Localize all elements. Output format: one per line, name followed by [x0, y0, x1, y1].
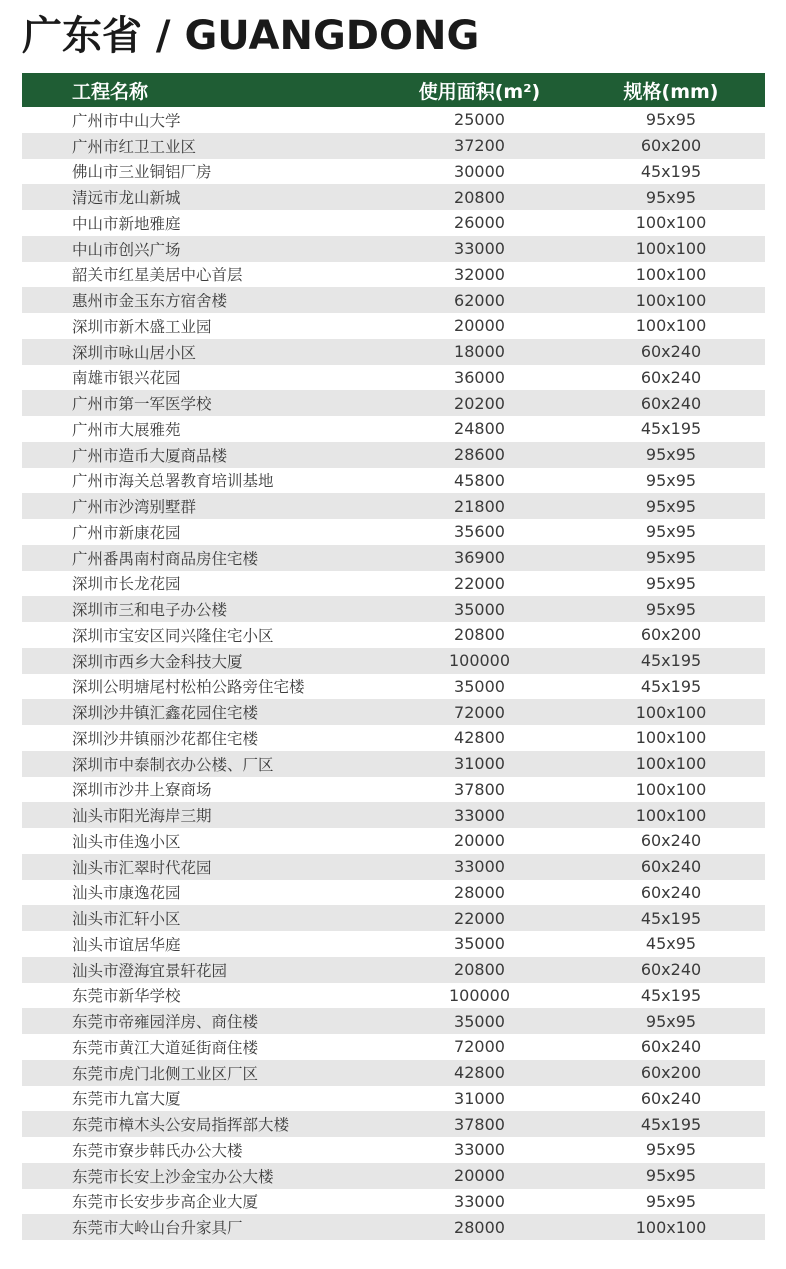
table-row	[22, 133, 765, 159]
project-name-cell: 深圳市长龙花园	[72, 575, 181, 594]
table-header	[22, 73, 765, 107]
spec-cell: 45x195	[640, 676, 702, 696]
table-row	[22, 1060, 765, 1086]
area-cell: 20800	[454, 187, 505, 207]
spec-cell: 45x195	[640, 419, 702, 439]
area-cell: 35000	[454, 676, 505, 696]
spec-cell: 95x95	[645, 1140, 697, 1160]
project-name-cell: 东莞市新华学校	[72, 987, 181, 1006]
project-name-cell: 汕头市康逸花园	[72, 884, 181, 903]
project-name-cell: 深圳公明塘尾村松柏公路旁住宅楼	[72, 678, 305, 697]
table-row	[22, 262, 765, 288]
spec-cell: 45x195	[640, 651, 702, 671]
spec-cell: 60x240	[640, 1037, 702, 1057]
area-cell: 31000	[454, 754, 505, 774]
project-name-cell: 广州番禺南村商品房住宅楼	[72, 549, 259, 568]
table-row	[22, 493, 765, 519]
project-name-cell: 广州市第一军医学校	[72, 395, 212, 414]
spec-cell: 95x95	[645, 1191, 697, 1211]
table-row	[22, 1034, 765, 1060]
spec-cell: 95x95	[645, 548, 697, 568]
spec-cell: 95x95	[645, 1166, 697, 1186]
table-row	[22, 1111, 765, 1137]
area-cell: 35600	[454, 522, 505, 542]
header-project-name: 工程名称	[72, 80, 149, 103]
table-row	[22, 622, 765, 648]
table-row	[22, 442, 765, 468]
area-cell: 33000	[454, 857, 505, 877]
spec-cell: 95x95	[645, 445, 697, 465]
area-cell: 20200	[454, 393, 505, 413]
area-cell: 36000	[454, 367, 505, 387]
spec-cell: 60x240	[640, 1088, 702, 1108]
project-name-cell: 深圳市三和电子办公楼	[72, 601, 228, 620]
spec-cell: 100x100	[635, 1217, 707, 1237]
project-name-cell: 深圳沙井镇汇鑫花园住宅楼	[72, 704, 259, 723]
project-name-cell: 清远市龙山新城	[72, 189, 181, 208]
project-name-cell: 东莞市虎门北侧工业区厂区	[72, 1064, 259, 1083]
table-row	[22, 545, 765, 571]
spec-cell: 100x100	[635, 728, 707, 748]
table-row	[22, 777, 765, 803]
spec-cell: 95x95	[645, 1011, 697, 1031]
table-row	[22, 699, 765, 725]
spec-cell: 100x100	[635, 316, 707, 336]
table-row	[22, 287, 765, 313]
area-cell: 24800	[454, 419, 505, 439]
area-cell: 20000	[454, 831, 505, 851]
area-cell: 20800	[454, 960, 505, 980]
table-row	[22, 957, 765, 983]
area-cell: 37800	[454, 779, 505, 799]
page-title: 广东省 / GUANGDONG	[22, 13, 480, 59]
area-cell: 32000	[454, 264, 505, 284]
project-name-cell: 广州市造币大厦商品楼	[72, 446, 228, 465]
project-name-cell: 广州市新康花园	[72, 523, 181, 542]
project-name-cell: 汕头市汇翠时代花园	[72, 858, 212, 877]
area-cell: 42800	[454, 728, 505, 748]
area-cell: 72000	[454, 702, 505, 722]
project-name-cell: 汕头市佳逸小区	[72, 832, 181, 851]
project-name-cell: 深圳市宝安区同兴隆住宅小区	[72, 626, 274, 645]
table-row	[22, 365, 765, 391]
table-row	[22, 596, 765, 622]
project-name-cell: 东莞市九富大厦	[72, 1090, 181, 1109]
area-cell: 31000	[454, 1088, 505, 1108]
project-name-cell: 东莞市长安上沙金宝办公大楼	[72, 1167, 274, 1186]
spec-cell: 95x95	[645, 573, 697, 593]
area-cell: 37200	[454, 136, 505, 156]
table-row	[22, 571, 765, 597]
spec-cell: 60x240	[640, 342, 702, 362]
project-name-cell: 东莞市黄江大道延街商住楼	[72, 1038, 259, 1057]
area-cell: 45800	[454, 470, 505, 490]
area-cell: 35000	[454, 1011, 505, 1031]
area-cell: 100000	[448, 985, 511, 1005]
area-cell: 30000	[454, 161, 505, 181]
spec-cell: 60x200	[640, 136, 702, 156]
project-name-cell: 广州市海关总署教育培训基地	[72, 472, 274, 491]
spec-cell: 95x95	[645, 110, 697, 130]
area-cell: 33000	[454, 1191, 505, 1211]
table-row	[22, 983, 765, 1009]
spec-cell: 45x195	[640, 1114, 702, 1134]
project-name-cell: 深圳市中泰制衣办公楼、厂区	[72, 755, 274, 774]
project-name-cell: 东莞市大岭山台升家具厂	[72, 1219, 243, 1238]
table-row	[22, 107, 765, 133]
table-row	[22, 648, 765, 674]
area-cell: 33000	[454, 239, 505, 259]
area-cell: 35000	[454, 934, 505, 954]
table-row	[22, 854, 765, 880]
table-row	[22, 184, 765, 210]
table-row	[22, 159, 765, 185]
area-cell: 28000	[454, 1217, 505, 1237]
spec-cell: 100x100	[635, 754, 707, 774]
spec-cell: 100x100	[635, 290, 707, 310]
spec-cell: 95x95	[645, 470, 697, 490]
table-row	[22, 1137, 765, 1163]
area-cell: 18000	[454, 342, 505, 362]
project-name-cell: 佛山市三业铜铝厂房	[72, 163, 212, 182]
table-row	[22, 236, 765, 262]
project-name-cell: 广州市沙湾别墅群	[72, 498, 197, 517]
project-name-cell: 东莞市寮步韩氏办公大楼	[72, 1141, 243, 1160]
project-name-cell: 惠州市金玉东方宿舍楼	[72, 292, 228, 311]
project-name-cell: 广州市大展雅苑	[72, 420, 181, 439]
table-row	[22, 751, 765, 777]
spec-cell: 60x240	[640, 857, 702, 877]
table-row	[22, 416, 765, 442]
spec-cell: 60x240	[640, 882, 702, 902]
spec-cell: 95x95	[645, 599, 697, 619]
project-name-cell: 中山市创兴广场	[72, 240, 181, 259]
project-name-cell: 深圳市咏山居小区	[72, 343, 197, 362]
project-table	[22, 73, 765, 1240]
project-name-cell: 深圳市西乡大金科技大厦	[72, 652, 243, 671]
table-row	[22, 880, 765, 906]
table-row	[22, 1086, 765, 1112]
project-name-cell: 中山市新地雅庭	[72, 214, 181, 233]
spec-cell: 100x100	[635, 779, 707, 799]
table-row	[22, 468, 765, 494]
table-row	[22, 1163, 765, 1189]
area-cell: 21800	[454, 496, 505, 516]
table-row	[22, 313, 765, 339]
area-cell: 33000	[454, 805, 505, 825]
spec-cell: 100x100	[635, 264, 707, 284]
area-cell: 25000	[454, 110, 505, 130]
project-name-cell: 深圳市沙井上寮商场	[72, 781, 212, 800]
spec-cell: 100x100	[635, 702, 707, 722]
table-row	[22, 674, 765, 700]
area-cell: 33000	[454, 1140, 505, 1160]
spec-cell: 100x100	[635, 805, 707, 825]
spec-cell: 45x195	[640, 985, 702, 1005]
table-row	[22, 802, 765, 828]
header-area: 使用面积(m²)	[418, 80, 541, 103]
table-row	[22, 1214, 765, 1240]
project-name-cell: 汕头市谊居华庭	[72, 935, 181, 954]
area-cell: 62000	[454, 290, 505, 310]
project-name-cell: 东莞市樟木头公安局指挥部大楼	[72, 1116, 290, 1135]
spec-cell: 60x240	[640, 367, 702, 387]
project-name-cell: 汕头市阳光海岸三期	[72, 807, 212, 826]
spec-cell: 60x200	[640, 625, 702, 645]
table-row	[22, 931, 765, 957]
spec-cell: 95x95	[645, 522, 697, 542]
spec-cell: 95x95	[645, 187, 697, 207]
spec-cell: 60x200	[640, 1063, 702, 1083]
spec-cell: 45x195	[640, 161, 702, 181]
table-row	[22, 1189, 765, 1215]
table-row	[22, 828, 765, 854]
spec-cell: 100x100	[635, 239, 707, 259]
spec-cell: 60x240	[640, 393, 702, 413]
table-row	[22, 339, 765, 365]
area-cell: 22000	[454, 908, 505, 928]
project-name-cell: 东莞市长安步步高企业大厦	[72, 1193, 259, 1212]
project-name-cell: 深圳沙井镇丽沙花都住宅楼	[72, 729, 259, 748]
area-cell: 42800	[454, 1063, 505, 1083]
project-name-cell: 汕头市澄海宜景轩花园	[72, 961, 228, 980]
area-cell: 100000	[448, 651, 511, 671]
area-cell: 20800	[454, 625, 505, 645]
table-row	[22, 390, 765, 416]
project-name-cell: 东莞市帝雍园洋房、商住楼	[72, 1013, 259, 1032]
area-cell: 28000	[454, 882, 505, 902]
table-row	[22, 210, 765, 236]
table-row	[22, 725, 765, 751]
area-cell: 36900	[454, 548, 505, 568]
project-name-cell: 南雄市银兴花园	[72, 369, 181, 388]
area-cell: 22000	[454, 573, 505, 593]
spec-cell: 60x240	[640, 960, 702, 980]
spec-cell: 95x95	[645, 496, 697, 516]
spec-cell: 45x95	[645, 934, 697, 954]
area-cell: 20000	[454, 1166, 505, 1186]
area-cell: 28600	[454, 445, 505, 465]
area-cell: 26000	[454, 213, 505, 233]
header-spec: 规格(mm)	[623, 80, 719, 103]
project-name-cell: 深圳市新木盛工业园	[72, 317, 212, 336]
table-row	[22, 1008, 765, 1034]
table-row	[22, 905, 765, 931]
area-cell: 20000	[454, 316, 505, 336]
project-name-cell: 广州市中山大学	[72, 111, 181, 130]
spec-cell: 60x240	[640, 831, 702, 851]
project-name-cell: 汕头市汇轩小区	[72, 910, 181, 929]
table-body	[22, 107, 765, 1240]
area-cell: 35000	[454, 599, 505, 619]
project-name-cell: 韶关市红星美居中心首层	[72, 266, 243, 285]
table-row	[22, 519, 765, 545]
area-cell: 37800	[454, 1114, 505, 1134]
spec-cell: 100x100	[635, 213, 707, 233]
spec-cell: 45x195	[640, 908, 702, 928]
area-cell: 72000	[454, 1037, 505, 1057]
project-name-cell: 广州市红卫工业区	[72, 137, 197, 156]
